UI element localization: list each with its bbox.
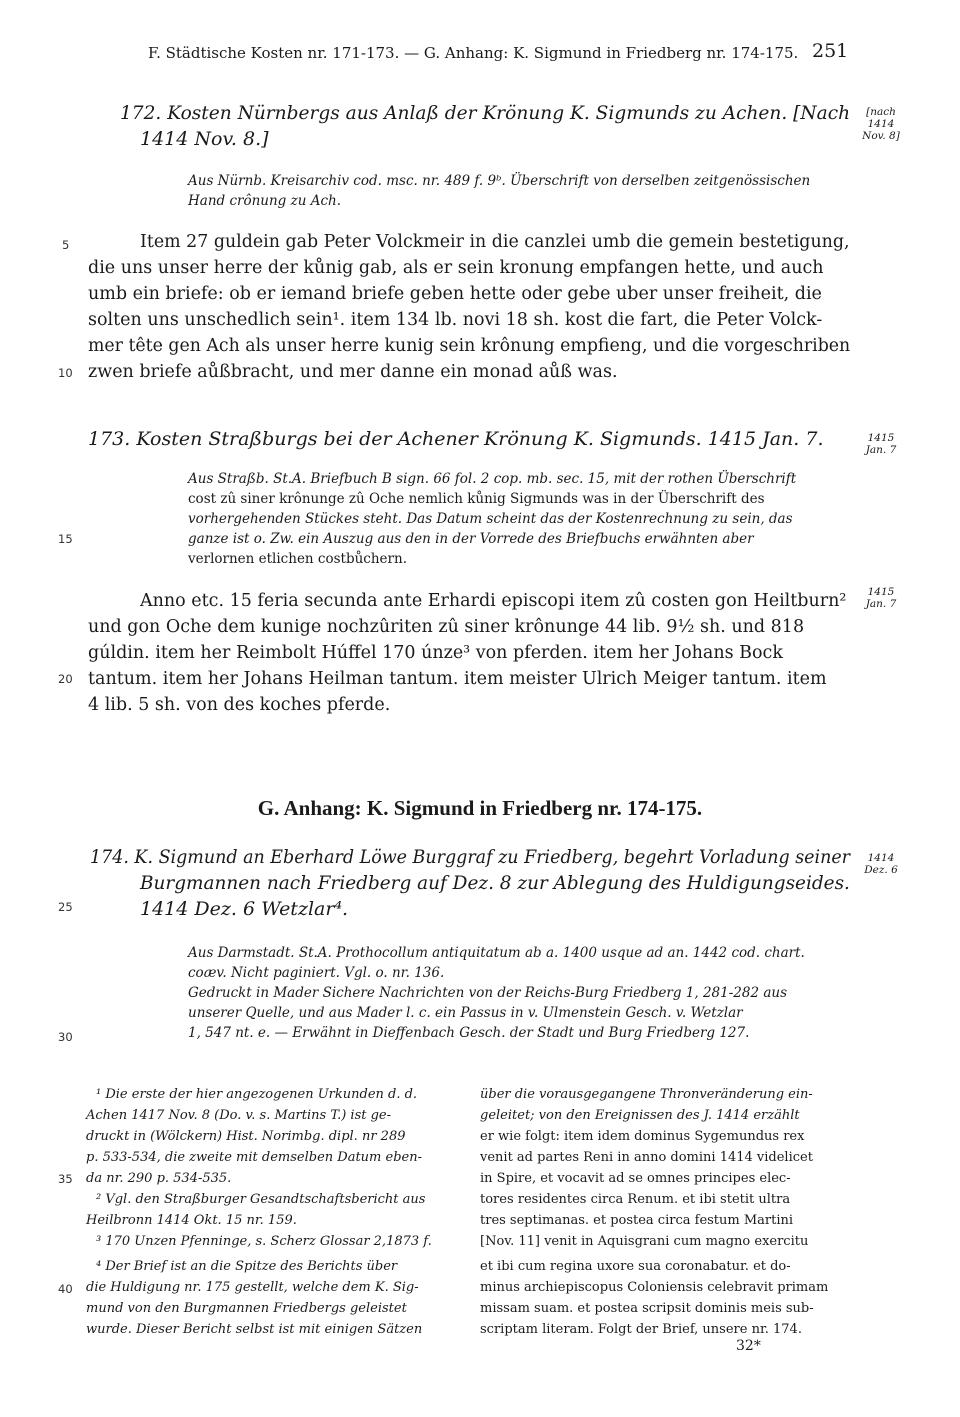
doc174-title-line: 174. K. Sigmund an Eberhard Löwe Burggraf zu Friedberg, begehrt Vorladung seiner [90,846,851,868]
footnote-left-line: wurde. Dieser Bericht selbst ist mit einigen Sätzen [86,1322,423,1337]
line-number-20: 20 [58,672,73,686]
doc174-source-line: unserer Quelle, und aus Mader l. c. ein Passus in v. Ulmenstein Gesch. v. Wetzlar [188,1005,743,1021]
doc173-source-line: verlornen etlichen costbůchern. [188,551,407,567]
line-number-15: 15 [58,532,73,546]
footnote-right-line: [Nov. 11] venit in Aquisgrani cum magno exercitu [480,1234,809,1249]
doc172-text-line: solten uns unschedlich sein¹. item 134 lb. novi 18 sh. kost die fart, die Peter Volck- [88,310,823,330]
doc172-margin-date: [nach 1414 Nov. 8] [862,106,900,142]
footnote-left-line: ⁴ Der Brief ist an die Spitze des Berichts über [96,1259,398,1274]
appendix-heading: G. Anhang: K. Sigmund in Friedberg nr. 174-175. [257,796,703,820]
doc173-source-line: cost zû siner krônunge zû Oche nemlich kůnig Sigmunds was in der Überschrift des [188,491,765,507]
doc174-source-line: Aus Darmstadt. St.A. Prothocollum antiquitatum ab a. 1400 usque ad an. 1442 cod. chart. [188,945,805,961]
page-number: 251 [812,40,849,62]
doc173-source-line: Aus Straßb. St.A. Briefbuch B sign. 66 fol. 2 cop. mb. sec. 15, mit der rothen Überschrift [188,471,797,487]
footnote-right-line: geleitet; von den Ereignissen des J. 1414 erzählt [480,1108,800,1123]
footnote-left-line: p. 533-534, die zweite mit demselben Datum eben- [86,1150,422,1165]
doc173-source-line: ganze ist o. Zw. ein Auszug aus den in der Vorrede des Briefbuchs erwähnten aber [188,531,754,547]
footnote-right-line: scriptam literam. Folgt der Brief, unsere nr. 174. [480,1322,802,1337]
signature-mark: 32* [736,1338,761,1354]
doc174-margin-date: 1414 Dez. 6 [864,852,898,876]
doc173-text-margin-date: 1415 Jan. 7 [865,586,897,610]
footnote-right-line: er wie folgt: item idem dominus Sygemundus rex [480,1129,805,1144]
running-head: F. Städtische Kosten nr. 171-173. — G. Anhang: K. Sigmund in Friedberg nr. 174-175. [148,44,799,62]
footnote-right-line: tres septimanas. et postea circa festum Martini [480,1213,794,1228]
line-number-5: 5 [62,238,70,252]
doc172-source-line1: Aus Nürnb. Kreisarchiv cod. msc. nr. 489 f. 9ᵇ. Überschrift von derselben zeitgenössischen [188,173,811,189]
doc174-source-line: 1, 547 nt. e. — Erwähnt in Dieffenbach Gesch. der Stadt und Burg Friedberg 127. [188,1025,750,1041]
doc173-text-line: gúldin. item her Reimbolt Húffel 170 únze³ von pferden. item her Johans Bock [88,643,783,663]
footnote-left-line: ³ 170 Unzen Pfenninge, s. Scherz Glossar 2,1873 f. [96,1234,432,1249]
doc172-title-line1: 172. Kosten Nürnbergs aus Anlaß der Krönung K. Sigmunds zu Achen. [Nach [120,102,851,124]
doc174-source-line: Gedruckt in Mader Sichere Nachrichten von der Reichs-Burg Friedberg 1, 281-282 aus [188,985,788,1001]
doc174-title-line: 1414 Dez. 6 Wetzlar⁴. [140,898,349,920]
doc173-text-line: 4 lib. 5 sh. von des koches pferde. [88,695,391,715]
footnote-left-line: Heilbronn 1414 Okt. 15 nr. 159. [86,1213,297,1228]
doc174-title-line: Burgmannen nach Friedberg auf Dez. 8 zur Ablegung des Huldigungseides. [140,872,850,894]
footnote-left-line: ² Vgl. den Straßburger Gesandtschaftsbericht aus [96,1192,426,1207]
line-number-30: 30 [58,1030,73,1044]
footnote-left-line: Achen 1417 Nov. 8 (Do. v. s. Martins T.) ist ge- [86,1108,392,1123]
doc173-margin-date: 1415 Jan. 7 [865,432,897,456]
doc172-text-line: zwen briefe aůßbracht, und mer danne ein monad aůß was. [88,362,618,382]
doc172-title-line2: 1414 Nov. 8.] [140,128,269,150]
footnote-right-line: tores residentes circa Renum. et ibi stetit ultra [480,1192,791,1207]
line-number-40: 40 [58,1282,73,1296]
footnote-right-line: über die vorausgegangene Thronveränderung ein- [480,1087,813,1102]
doc173-text-line: Anno etc. 15 feria secunda ante Erhardi episcopi item zû costen gon Heiltburn² [140,591,847,611]
footnote-left-line: mund von den Burgmannen Friedbergs geleistet [86,1301,407,1316]
doc174-source-line: coæv. Nicht paginiert. Vgl. o. nr. 136. [188,965,445,981]
line-number-35: 35 [58,1172,73,1186]
doc172-text-line: umb ein briefe: ob er iemand briefe geben hette oder gebe uber unser freiheit, die [88,284,822,304]
footnote-left-line: da nr. 290 p. 534-535. [86,1171,232,1186]
doc173-text-line: und gon Oche dem kunige nochzûriten zû siner krônunge 44 lib. 9½ sh. und 818 [88,617,805,637]
footnote-left-line: die Huldigung nr. 175 gestellt, welche dem K. Sig- [86,1280,419,1295]
footnote-right-line: venit ad partes Reni in anno domini 1414 videlicet [480,1150,813,1165]
line-number-10: 10 [58,366,73,380]
footnote-left-line: druckt in (Wölckern) Hist. Norimbg. dipl. nr 289 [86,1129,406,1144]
doc173-source-line: vorhergehenden Stückes steht. Das Datum scheint das der Kostenrechnung zu sein, das [188,511,793,527]
line-number-25: 25 [58,900,73,914]
doc172-source-line2: Hand crônung zu Ach. [188,193,342,209]
footnote-right-line: et ibi cum regina uxore sua coronabatur. et do- [480,1259,791,1274]
footnote-right-line: in Spire, et vocavit ad se omnes principes elec- [480,1171,791,1186]
doc172-text-line: Item 27 guldein gab Peter Volckmeir in die canzlei umb die gemein bestetigung, [140,232,850,252]
doc173-text-line: tantum. item her Johans Heilman tantum. item meister Ulrich Meiger tantum. item [88,669,827,689]
doc172-text-line: die uns unser herre der kůnig gab, als er sein kronung empfangen hette, und auch [88,258,824,278]
doc172-text-line: mer tête gen Ach als unser herre kunig sein krônung empfieng, und die vorgeschriben [88,336,851,356]
footnote-left-line: ¹ Die erste der hier angezogenen Urkunden d. d. [96,1087,418,1102]
footnote-right-line: missam suam. et postea scripsit dominis meis sub- [480,1301,814,1316]
doc173-title: 173. Kosten Straßburgs bei der Achener Krönung K. Sigmunds. 1415 Jan. 7. [88,428,824,450]
footnote-right-line: minus archiepiscopus Coloniensis celebravit primam [480,1280,829,1295]
